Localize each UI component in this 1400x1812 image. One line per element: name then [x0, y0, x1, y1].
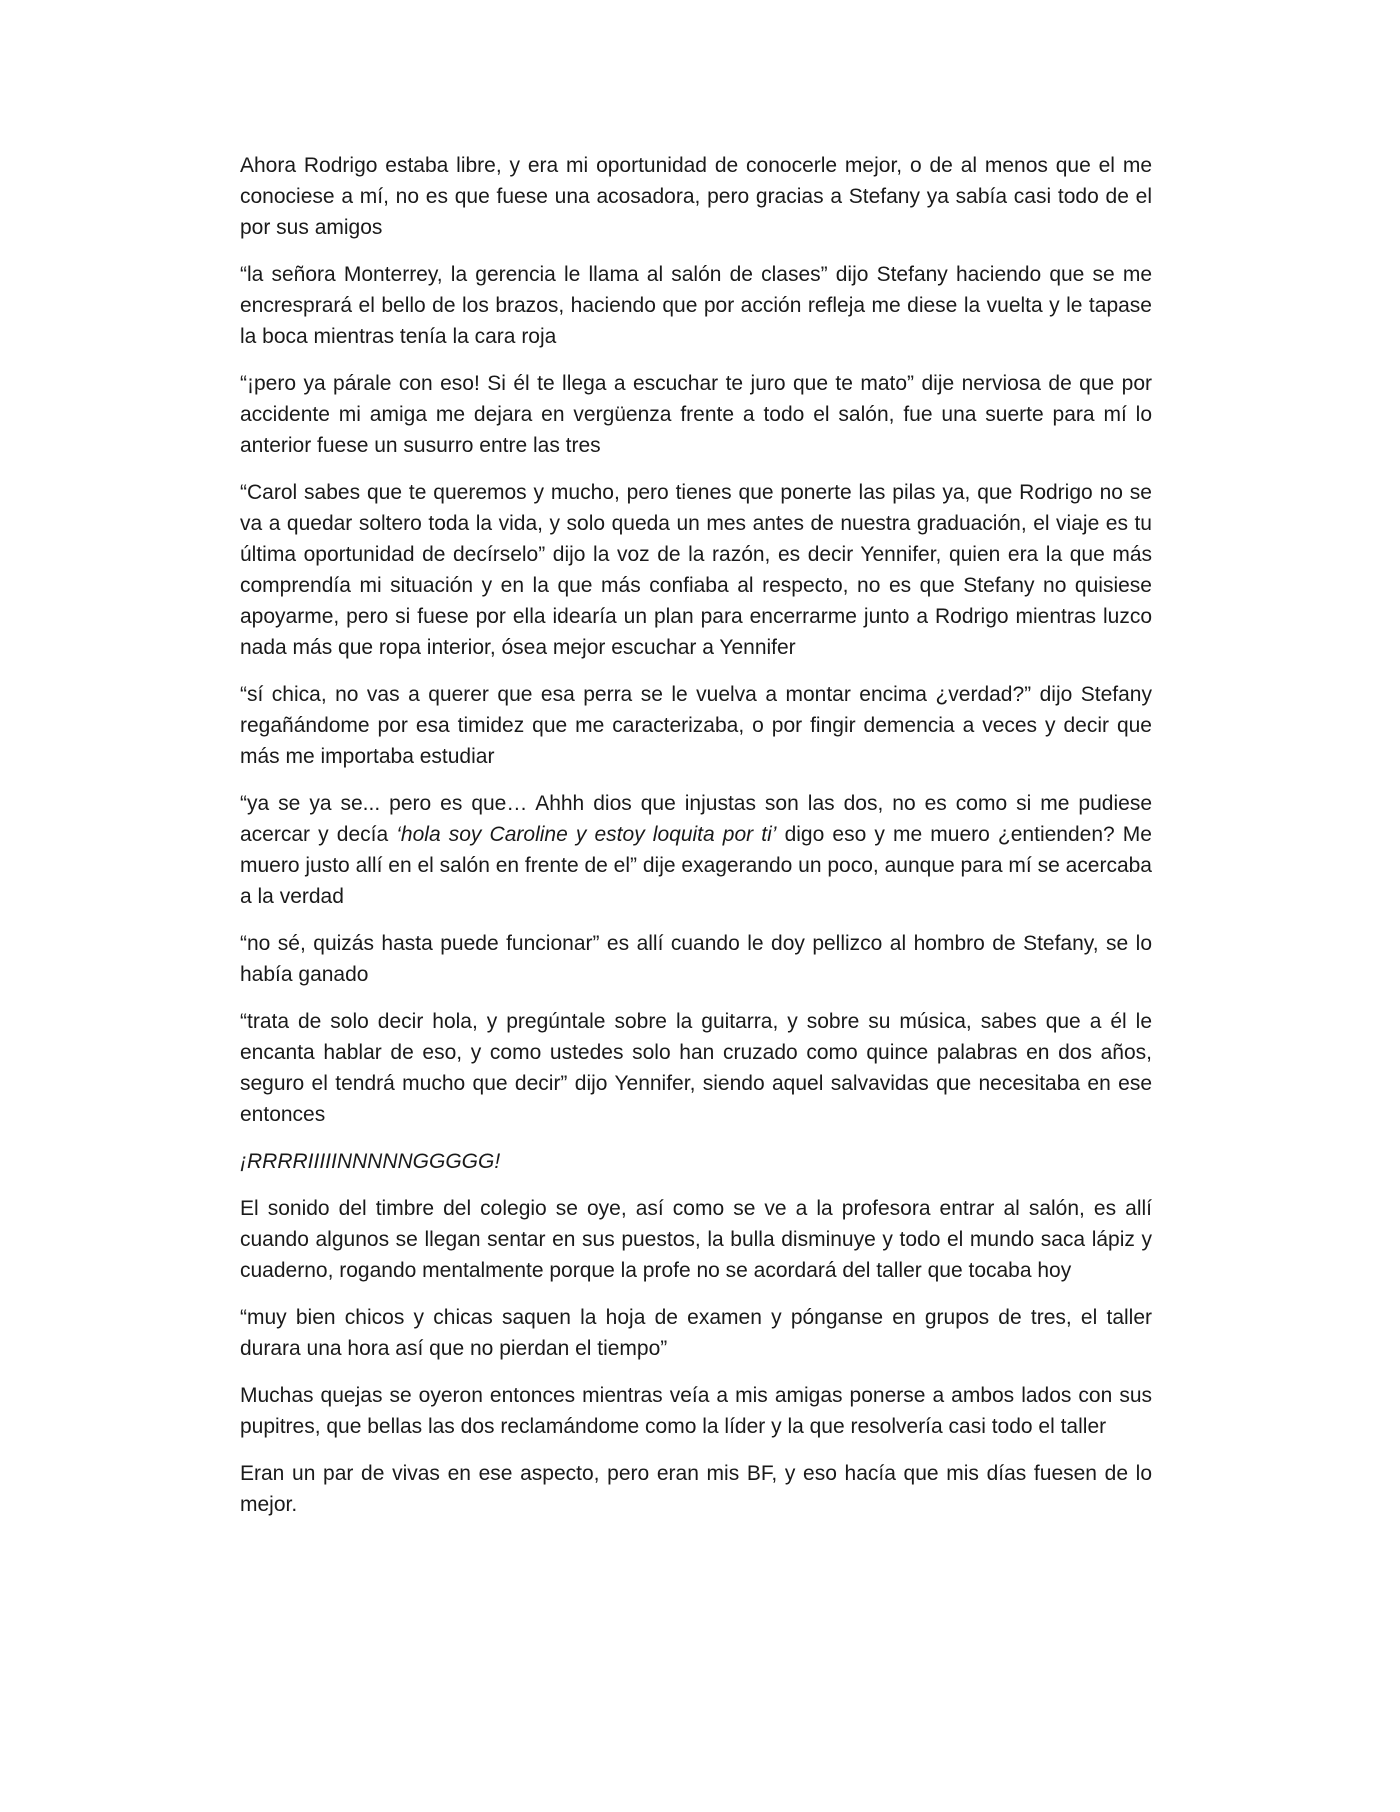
paragraph-11: “muy bien chicos y chicas saquen la hoja de examen y pónganse en grupos de tres, el taller durara una hora así que no pierdan el tiempo”: [240, 1306, 1152, 1360]
paragraph-1: Ahora Rodrigo estaba libre, y era mi oportunidad de conocerle mejor, o de al menos que el me conociese a mí, no es que fuese una acosadora, pero gracias a Stefany ya sabía casi todo de el por sus amigos: [240, 154, 1152, 239]
paragraph-13: Eran un par de vivas en ese aspecto, pero eran mis BF, y eso hacía que mis días fuesen de lo mejor.: [240, 1462, 1152, 1516]
paragraph-5: “sí chica, no vas a querer que esa perra se le vuelva a montar encima ¿verdad?” dijo Stefany regañándome por esa timidez que me caracterizaba, o por fingir demencia a veces y decir que más me importaba estudiar: [240, 683, 1152, 768]
paragraph-10: El sonido del timbre del colegio se oye, así como se ve a la profesora entrar al salón, es allí cuando algunos se llegan sentar en sus puestos, la bulla disminuye y todo el mundo saca lápiz y cuaderno, rogando mentalmente porque la profe no se acordará del taller que tocaba hoy: [240, 1197, 1152, 1282]
paragraph-3: “¡pero ya párale con eso! Si él te llega a escuchar te juro que te mato” dije nerviosa de que por accidente mi amiga me dejara en vergüenza frente a todo el salón, fue una suerte para mí lo anterior fuese un susurro entre las tres: [240, 372, 1152, 457]
paragraph-2: “la señora Monterrey, la gerencia le llama al salón de clases” dijo Stefany haciendo que se me encresprará el bello de los brazos, haciendo que por acción refleja me diese la vuelta y le tapase la boca mientras tenía la cara roja: [240, 263, 1152, 348]
paragraph-bell-sound: ¡RRRRIIIIINNNNNGGGGG!: [240, 1150, 501, 1173]
paragraph-6-start: “ya se ya se... pero es que… Ahhh dios que injustas son las dos, no es como si me pudiese acercar y decía: [240, 792, 1152, 846]
document-body: [240, 150, 1152, 1520]
paragraph-6-end: digo eso y me muero ¿entienden? Me muero justo allí en el salón en frente de el” dije exagerando un poco, aunque para mí se acercaba a la verdad: [240, 823, 1152, 908]
paragraph-6-italic-quote: ‘hola soy Caroline y estoy loquita por ti’: [396, 823, 777, 846]
paragraph-12: Muchas quejas se oyeron entonces mientras veía a mis amigas ponerse a ambos lados con sus pupitres, que bellas las dos reclamándome como la líder y la que resolvería casi todo el taller: [240, 1384, 1152, 1438]
paragraph-7: “no sé, quizás hasta puede funcionar” es allí cuando le doy pellizco al hombro de Stefany, se lo había ganado: [240, 932, 1152, 986]
paragraph-4: “Carol sabes que te queremos y mucho, pero tienes que ponerte las pilas ya, que Rodrigo no se va a quedar soltero toda la vida, y solo queda un mes antes de nuestra graduación, el viaje es tu última oportunidad de decírselo” dijo la voz de la razón, es decir Yennifer, quien era la que más comprendía mi situación y en la que más confiaba al respecto, no es que Stefany no quisiese apoyarme, pero si fuese por ella idearía un plan para encerrarme junto a Rodrigo mientras luzco nada más que ropa interior, ósea mejor escuchar a Yennifer: [240, 481, 1152, 659]
paragraph-8: “trata de solo decir hola, y pregúntale sobre la guitarra, y sobre su música, sabes que a él le encanta hablar de eso, y como ustedes solo han cruzado como quince palabras en dos años, seguro el tendrá mucho que decir” dijo Yennifer, siendo aquel salvavidas que necesitaba en ese entonces: [240, 1010, 1152, 1126]
paragraph-6: [240, 788, 1152, 912]
